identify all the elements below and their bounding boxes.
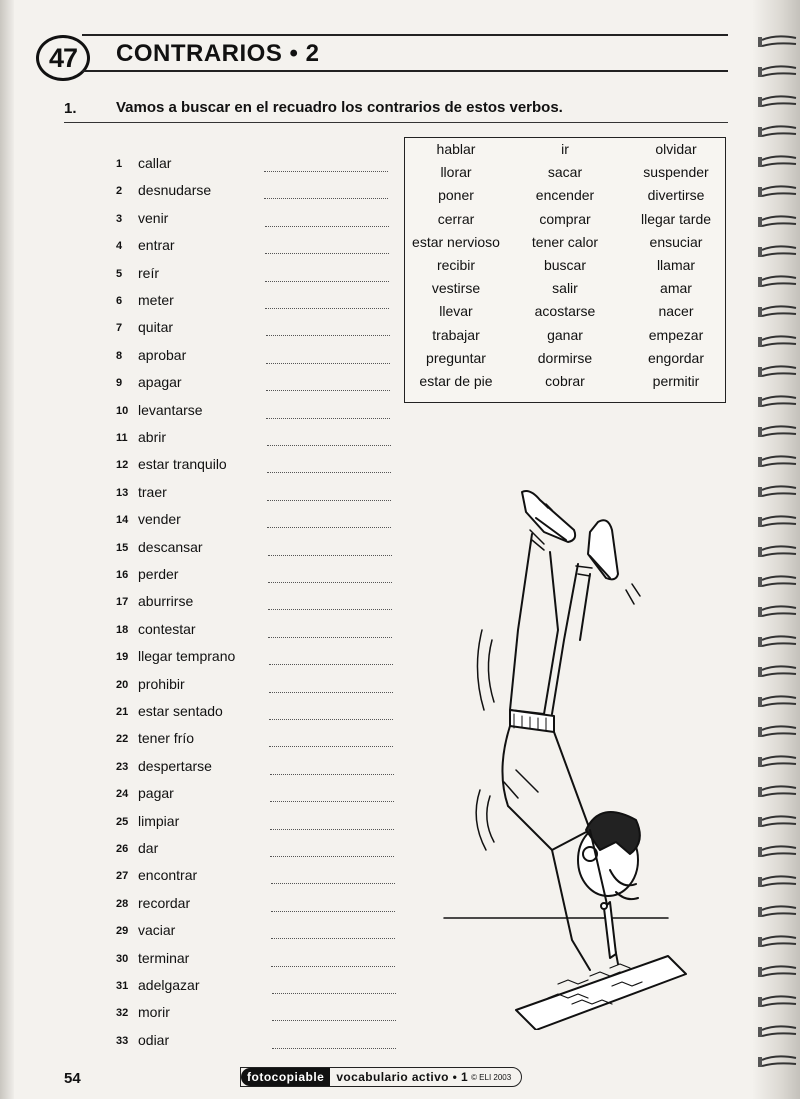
answer-line[interactable] [267,445,391,446]
word-column-2 [512,141,618,396]
answer-line[interactable] [267,500,391,501]
binding-hole [758,187,762,197]
binding-hole [758,577,762,587]
binding-ring [762,516,796,526]
word-box-item: salir [552,280,578,297]
handstand-boy-illustration [440,470,700,1030]
word-box-item: recibir [436,256,476,273]
word-box-item: acostarse [534,303,596,320]
binding-ring [762,996,796,1006]
question-row [116,1004,406,1026]
binding-ring [762,246,796,256]
binding-ring [762,696,796,706]
answer-line[interactable] [265,308,389,309]
question-verb: venir [138,209,169,226]
question-verb: despertarse [138,757,212,774]
question-number: 31 [116,980,129,992]
question-row [116,758,406,780]
question-number: 10 [116,404,129,417]
binding-hole [758,697,762,707]
word-box-item: engordar [647,349,705,366]
binding-ring [762,126,796,136]
answer-line[interactable] [270,774,394,775]
binding-hole [758,1027,762,1037]
word-box-item: cerrar [437,210,475,227]
answer-line[interactable] [270,829,394,830]
answer-line[interactable] [270,856,394,857]
binding-ring [762,456,796,466]
binding-hole [758,457,762,467]
question-number: 17 [116,596,129,609]
word-box-item: encender [535,187,595,204]
question-verb: callar [138,155,172,171]
binding-ring [762,426,796,436]
answer-line[interactable] [269,664,393,665]
question-verb: recordar [138,894,191,911]
binding-ring [762,756,796,766]
question-verb: pagar [138,785,174,802]
binding-ring [762,666,796,676]
question-verb: quitar [138,319,174,336]
binding-hole [758,127,762,137]
question-number: 22 [116,733,129,746]
answer-line[interactable] [272,993,396,994]
word-box-item: estar nervioso [412,233,500,250]
word-box-item: empezar [648,326,704,343]
question-verb: tener frío [138,730,195,747]
question-row [116,429,406,451]
question-row [116,593,406,615]
question-number: 27 [116,870,129,883]
question-number: 3 [116,212,123,225]
page-left-edge [0,0,14,1099]
binding-ring [762,876,796,886]
answer-line[interactable] [264,198,388,199]
binding-ring [762,846,796,856]
binding-hole [758,907,762,917]
unit-number-badge: 47 [36,35,90,81]
word-box-item: buscar [543,256,587,273]
binding-hole [758,667,762,677]
question-verb: limpiar [138,812,180,829]
binding-ring [762,96,796,106]
question-row [116,950,406,972]
binding-hole [758,997,762,1007]
binding-hole [758,487,762,497]
binding-hole [758,817,762,827]
question-row [116,374,406,396]
word-box [404,137,726,403]
binding-ring [762,1026,796,1036]
question-number: 9 [116,377,123,390]
word-box-item: cobrar [545,372,585,389]
question-verb: llegar temprano [138,648,236,665]
binding-ring [762,966,796,976]
word-box-item: ir [561,141,569,157]
word-box-item: suspender [643,164,709,181]
binding-hole [758,517,762,527]
question-number: 11 [116,432,128,444]
binding-hole [758,847,762,857]
word-column-3 [623,141,729,396]
binding-hole [758,877,762,887]
binding-ring [762,546,796,556]
question-row [116,237,406,259]
exercise-instruction: Vamos a buscar en el recuadro los contrarios de estos verbos. [116,99,563,116]
answer-line[interactable] [267,472,391,473]
question-row [116,785,406,807]
question-verb: perder [138,566,179,582]
question-verb: apagar [138,374,182,391]
question-number: 5 [116,267,123,280]
question-verb: reír [138,264,159,281]
binding-ring [762,396,796,406]
word-box-item: llegar tarde [640,210,712,227]
word-box-item: ganar [547,326,583,343]
word-column-1 [403,141,509,396]
question-row [116,347,406,369]
question-verb: encontrar [138,867,198,884]
question-verb: aprobar [138,346,187,363]
question-number: 24 [116,788,129,801]
word-box-item: sacar [547,164,583,181]
answer-line[interactable] [269,746,393,747]
question-verb: vender [138,511,181,528]
question-row [116,922,406,944]
question-number: 20 [116,678,129,691]
answer-line[interactable] [271,938,395,939]
answer-line[interactable] [266,418,390,419]
answer-line[interactable] [268,609,392,610]
question-verb: entrar [138,237,175,254]
question-number: 18 [116,623,129,636]
answer-line[interactable] [268,555,392,556]
binding-ring [762,1056,796,1066]
answer-line[interactable] [264,171,388,172]
word-box-item: preguntar [426,349,486,366]
question-number: 29 [116,925,129,938]
binding-hole [758,637,762,647]
binding-hole [758,337,762,347]
photocopiable-label: fotocopiable [241,1068,330,1086]
question-row [116,977,406,999]
question-row [116,511,406,533]
question-number: 1 [116,158,123,170]
question-number: 19 [116,651,129,664]
binding-hole [758,277,762,287]
binding-ring [762,906,796,916]
word-box-item: trabajar [432,326,480,343]
question-row [116,648,406,670]
binding-hole [758,757,762,767]
binding-hole [758,247,762,257]
question-row [116,621,406,643]
binding-ring [762,606,796,616]
answer-line[interactable] [265,281,389,282]
question-verb: estar tranquilo [138,456,227,473]
answer-line[interactable] [266,390,390,391]
word-box-item: llamar [656,256,696,273]
binding-ring [762,486,796,496]
binding-hole [758,367,762,377]
binding-ring [762,726,796,736]
answer-line[interactable] [270,801,394,802]
binding-ring [762,156,796,166]
question-verb: prohibir [138,675,185,692]
footer-banner [240,1067,522,1087]
question-verb: dar [138,840,159,856]
spiral-binding [756,20,800,1080]
answer-line[interactable] [266,335,390,336]
word-box-item: amar [660,280,692,297]
question-number: 4 [116,240,123,253]
binding-ring [762,576,796,586]
question-row [116,676,406,698]
word-box-item: dormirse [537,349,593,366]
answer-line[interactable] [268,582,392,583]
binding-hole [758,937,762,947]
question-verb: estar sentado [138,703,223,719]
word-box-item: olvidar [655,141,697,157]
binding-ring [762,306,796,316]
question-row [116,895,406,917]
binding-hole [758,37,762,47]
question-row [116,182,406,204]
answer-line[interactable] [266,363,390,364]
binding-hole [758,157,762,167]
question-row [116,566,406,588]
top-rule [82,34,728,36]
binding-hole [758,967,762,977]
binding-hole [758,787,762,797]
answer-line[interactable] [271,966,395,967]
binding-ring [762,216,796,226]
word-box-item: llorar [440,164,472,181]
question-verb: contestar [138,620,196,637]
question-verb: desnudarse [138,182,212,199]
answer-line[interactable] [265,253,389,254]
question-verb: adelgazar [138,977,200,993]
question-number: 30 [116,952,129,965]
question-verb: odiar [138,1031,170,1048]
word-box-item: llevar [439,303,473,320]
question-number: 12 [116,459,129,472]
question-verb: descansar [138,538,203,555]
question-verb: traer [138,483,167,500]
question-verb: morir [138,1004,170,1021]
exercise-rule [64,122,728,123]
binding-hole [758,67,762,77]
binding-ring [762,816,796,826]
binding-hole [758,97,762,107]
question-verb: meter [138,292,174,308]
question-number: 15 [116,541,129,554]
question-row [116,813,406,835]
binding-hole [758,397,762,407]
word-box-item: comprar [539,210,591,227]
question-verb: aburrirse [138,593,194,610]
question-row [116,210,406,232]
word-box-item: divertirse [647,187,705,204]
binding-hole [758,607,762,617]
binding-hole [758,427,762,437]
word-box-item: ensuciar [649,233,703,250]
question-row [116,456,406,478]
book-title: vocabulario activo • 1 [336,1070,469,1084]
exercise-number: 1. [64,100,77,117]
binding-ring [762,636,796,646]
answer-line[interactable] [269,692,393,693]
binding-ring [762,366,796,376]
binding-ring [762,36,796,46]
binding-hole [758,307,762,317]
question-row [116,292,406,314]
question-number: 6 [116,295,123,307]
question-number: 25 [116,815,129,828]
binding-ring [762,786,796,796]
answer-line[interactable] [271,883,395,884]
answer-line[interactable] [267,527,391,528]
question-number: 26 [116,843,129,855]
question-number: 8 [116,349,123,362]
question-number: 28 [116,897,129,910]
page-number: 54 [64,1070,81,1087]
word-box-item: poner [438,187,474,204]
binding-ring [762,186,796,196]
binding-ring [762,336,796,346]
word-box-item: hablar [436,141,476,157]
question-row [116,730,406,752]
question-number: 32 [116,1007,129,1020]
binding-ring [762,936,796,946]
question-row [116,484,406,506]
question-number: 33 [116,1034,129,1047]
question-number: 13 [116,486,129,499]
question-row [116,840,406,862]
word-box-item: nacer [658,303,694,320]
question-number: 23 [116,760,129,773]
title-rule [82,70,728,72]
binding-ring [762,66,796,76]
word-box-item: permitir [652,372,700,389]
question-row [116,155,406,177]
word-box-item: tener calor [531,233,599,250]
question-row [116,402,406,424]
question-verb: terminar [138,949,190,966]
unit-title: CONTRARIOS • 2 [116,40,320,67]
word-box-item: vestirse [431,280,481,297]
question-row [116,539,406,561]
question-verb: abrir [138,429,167,445]
question-row [116,867,406,889]
binding-hole [758,727,762,737]
question-number: 7 [116,322,123,335]
answer-line[interactable] [269,719,393,720]
question-row [116,703,406,725]
question-number: 21 [116,706,129,718]
answer-line[interactable] [268,637,392,638]
answer-line[interactable] [272,1020,396,1021]
question-row [116,265,406,287]
copyright-notice: © ELI 2003 [471,1072,512,1082]
binding-hole [758,547,762,557]
word-box-item: estar de pie [419,372,493,389]
question-row [116,1032,406,1054]
answer-line[interactable] [271,911,395,912]
question-number: 2 [116,185,123,198]
binding-hole [758,217,762,227]
question-verb: vaciar [138,922,176,939]
answer-line[interactable] [265,226,389,227]
question-row [116,319,406,341]
question-number: 16 [116,569,129,581]
binding-hole [758,1057,762,1067]
question-number: 14 [116,514,129,527]
binding-ring [762,276,796,286]
question-verb: levantarse [138,401,203,418]
answer-line[interactable] [272,1048,396,1049]
